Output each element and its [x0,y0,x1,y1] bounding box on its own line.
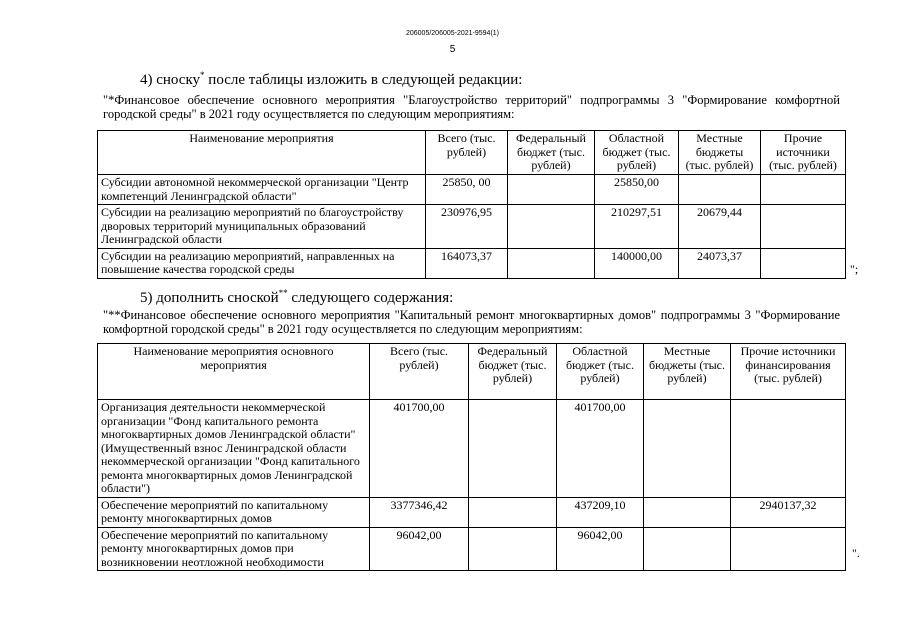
table-cell: 2940137,32 [731,497,846,527]
document-id: 206005/206005-2021-9594(1) [405,30,500,37]
footnote-mark: * [200,70,205,80]
section4-heading-prefix: 4) сноску [140,72,201,88]
section4-paragraph: "*Финансовое обеспечение основного мероприятия "Благоустройство территорий" подпрограммы 3 "Формирование комфортной городской среды" в 2021 году осуществляется по следующим мероприятиям: [103,93,840,121]
table-cell: Обеспечение мероприятий по капитальному ремонту многоквартирных домов [98,497,370,527]
section4-table [97,130,846,279]
table-cell [644,527,731,571]
column-header: Наименование мероприятия [98,131,426,175]
table-cell: 24073,37 [679,248,761,278]
section5-heading [140,288,453,307]
column-header: Федеральный бюджет (тыс. рублей) [508,131,595,175]
table-cell [469,400,557,498]
table-cell: 437209,10 [557,497,644,527]
column-header: Всего (тыс. рублей) [426,131,508,175]
table-cell [469,527,557,571]
table-cell [508,248,595,278]
table-cell: 3377346,42 [370,497,469,527]
table-cell: 96042,00 [370,527,469,571]
table-cell: 164073,37 [426,248,508,278]
table-row [98,400,846,498]
table-cell [761,175,846,205]
page-number: 5 [449,44,456,55]
section4-heading [140,70,522,89]
table-cell: Субсидии на реализацию мероприятий, направленных на повышение качества городской среды [98,248,426,278]
table-cell: 401700,00 [557,400,644,498]
table-cell: 140000,00 [595,248,679,278]
column-header: Наименование мероприятия основного мероприятия [98,344,370,400]
table-cell [679,175,761,205]
table-cell [644,497,731,527]
table-cell [508,175,595,205]
table-cell: 401700,00 [370,400,469,498]
column-header: Местные бюджеты (тыс. рублей) [679,131,761,175]
column-header: Областной бюджет (тыс. рублей) [557,344,644,400]
section4-heading-suffix: после таблицы изложить в следующей редакции: [208,72,523,88]
table-cell: 25850, 00 [426,175,508,205]
table-cell [731,400,846,498]
section5-closing-quote: ". [852,546,860,560]
section4-closing-quote: "; [850,262,859,276]
table-row [98,175,846,205]
table-cell: 230976,95 [426,205,508,249]
table-cell: 25850,00 [595,175,679,205]
table-cell [731,527,846,571]
table-row [98,527,846,571]
column-header: Областной бюджет (тыс. рублей) [595,131,679,175]
column-header: Всего (тыс. рублей) [370,344,469,400]
section5-heading-suffix: следующего содержания: [291,290,454,306]
table-header-row [98,344,846,400]
table-cell: Обеспечение мероприятий по капитальному ремонту многоквартирных домов при возникновении неотложной необходимости [98,527,370,571]
table-row [98,497,846,527]
table-header-row [98,131,846,175]
table-cell [508,205,595,249]
table-row [98,205,846,249]
table-cell: Организация деятельности некоммерческой организации "Фонд капитального ремонта многоквартирных домов Ленинградской области" (Имущественный взнос Ленинградской области некоммерческой организации "Фонд капитального ремонта многоквартирных домов Ленинградской области") [98,400,370,498]
table-cell [761,248,846,278]
table-row [98,248,846,278]
table-cell: Субсидии на реализацию мероприятий по благоустройству дворовых территорий муниципальных образований Ленинградской области [98,205,426,249]
footnote-mark: ** [278,288,288,298]
table-cell [761,205,846,249]
column-header: Федеральный бюджет (тыс. рублей) [469,344,557,400]
table-cell: 96042,00 [557,527,644,571]
column-header: Прочие источники финансирования (тыс. рублей) [731,344,846,400]
column-header: Местные бюджеты (тыс. рублей) [644,344,731,400]
section5-paragraph: "**Финансовое обеспечение основного мероприятия "Капитальный ремонт многоквартирных домов" подпрограммы 3 "Формирование комфортной городской среды" в 2021 году осуществляется по следующим мероприятиям: [103,308,840,336]
column-header: Прочие источники (тыс. рублей) [761,131,846,175]
section5-table [97,343,846,571]
table-cell: 210297,51 [595,205,679,249]
table-cell [644,400,731,498]
table-cell [469,497,557,527]
section5-heading-prefix: 5) дополнить сноской [140,290,279,306]
table-cell: Субсидии автономной некоммерческой организации "Центр компетенций Ленинградской области" [98,175,426,205]
table-cell: 20679,44 [679,205,761,249]
